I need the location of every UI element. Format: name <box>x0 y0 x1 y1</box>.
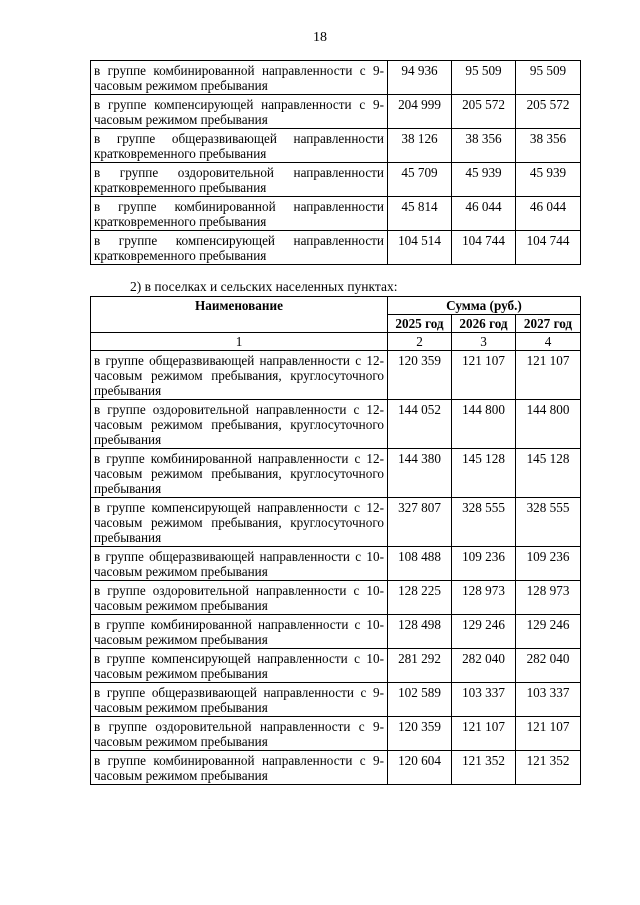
row-name: в группе компенсирующей направленности с 10-часовым режимом пребывания <box>91 649 388 683</box>
value-2027: 45 939 <box>516 163 581 197</box>
header-name: Наименование <box>91 297 388 333</box>
value-2026: 103 337 <box>452 683 516 717</box>
value-2026: 104 744 <box>452 231 516 265</box>
table-row <box>91 498 581 547</box>
value-2025: 144 380 <box>388 449 452 498</box>
value-2027: 95 509 <box>516 61 581 95</box>
value-2027: 282 040 <box>516 649 581 683</box>
value-2025: 45 709 <box>388 163 452 197</box>
row-name: в группе комбинированной направленности с 10-часовым режимом пребывания <box>91 615 388 649</box>
row-name: в группе оздоровительной направленности кратковременного пребывания <box>91 163 388 197</box>
value-2026: 121 107 <box>452 717 516 751</box>
value-2027: 103 337 <box>516 683 581 717</box>
table-row <box>91 400 581 449</box>
value-2026: 95 509 <box>452 61 516 95</box>
value-2027: 109 236 <box>516 547 581 581</box>
value-2027: 121 107 <box>516 351 581 400</box>
row-name: в группе комбинированной направленности с 12-часовым режимом пребывания, круглосуточного пребывания <box>91 449 388 498</box>
value-2027: 121 107 <box>516 717 581 751</box>
table-row <box>91 163 581 197</box>
value-2026: 109 236 <box>452 547 516 581</box>
value-2025: 204 999 <box>388 95 452 129</box>
table-row <box>91 547 581 581</box>
value-2027: 328 555 <box>516 498 581 547</box>
value-2027: 121 352 <box>516 751 581 785</box>
header-year-2026: 2026 год <box>452 315 516 333</box>
column-number: 4 <box>516 333 581 351</box>
value-2026: 38 356 <box>452 129 516 163</box>
table-row <box>91 231 581 265</box>
value-2025: 327 807 <box>388 498 452 547</box>
row-name: в группе общеразвивающей направленности с 12-часовым режимом пребывания, круглосуточного пребывания <box>91 351 388 400</box>
row-name: в группе общеразвивающей направленности с 9-часовым режимом пребывания <box>91 683 388 717</box>
cost-table-top <box>90 60 581 265</box>
page-number: 18 <box>313 30 327 45</box>
value-2027: 129 246 <box>516 615 581 649</box>
value-2026: 328 555 <box>452 498 516 547</box>
value-2026: 205 572 <box>452 95 516 129</box>
value-2026: 144 800 <box>452 400 516 449</box>
row-name: в группе компенсирующей направленности с 12-часовым режимом пребывания, круглосуточного пребывания <box>91 498 388 547</box>
row-name: в группе компенсирующей направленности кратковременного пребывания <box>91 231 388 265</box>
value-2027: 104 744 <box>516 231 581 265</box>
header-row <box>91 297 581 315</box>
value-2025: 120 359 <box>388 351 452 400</box>
value-2025: 120 359 <box>388 717 452 751</box>
row-name: в группе комбинированной направленности с 9-часовым режимом пребывания <box>91 61 388 95</box>
value-2026: 129 246 <box>452 615 516 649</box>
value-2026: 282 040 <box>452 649 516 683</box>
table-row <box>91 615 581 649</box>
table-row <box>91 581 581 615</box>
table-row <box>91 751 581 785</box>
value-2025: 45 814 <box>388 197 452 231</box>
value-2025: 128 225 <box>388 581 452 615</box>
table-row <box>91 197 581 231</box>
value-2025: 108 488 <box>388 547 452 581</box>
table-row <box>91 351 581 400</box>
value-2025: 104 514 <box>388 231 452 265</box>
value-2027: 145 128 <box>516 449 581 498</box>
table-row <box>91 683 581 717</box>
header-sum: Сумма (руб.) <box>388 297 581 315</box>
cost-table-bottom-body <box>91 351 581 785</box>
row-name: в группе оздоровительной направленности с 10-часовым режимом пребывания <box>91 581 388 615</box>
value-2025: 38 126 <box>388 129 452 163</box>
cost-table-top-body <box>91 61 581 265</box>
column-number-row <box>91 333 581 351</box>
section-caption: 2) в поселках и сельских населенных пунктах: <box>130 279 398 294</box>
value-2027: 144 800 <box>516 400 581 449</box>
column-number: 2 <box>388 333 452 351</box>
value-2027: 38 356 <box>516 129 581 163</box>
row-name: в группе общеразвивающей направленности кратковременного пребывания <box>91 129 388 163</box>
row-name: в группе комбинированной направленности кратковременного пребывания <box>91 197 388 231</box>
row-name: в группе компенсирующей направленности с 9-часовым режимом пребывания <box>91 95 388 129</box>
value-2027: 128 973 <box>516 581 581 615</box>
value-2027: 46 044 <box>516 197 581 231</box>
value-2026: 121 352 <box>452 751 516 785</box>
header-year-2027: 2027 год <box>516 315 581 333</box>
table-row <box>91 95 581 129</box>
value-2026: 128 973 <box>452 581 516 615</box>
table-row <box>91 449 581 498</box>
value-2025: 128 498 <box>388 615 452 649</box>
value-2026: 145 128 <box>452 449 516 498</box>
cost-table-bottom <box>90 296 581 785</box>
value-2025: 102 589 <box>388 683 452 717</box>
table-row <box>91 129 581 163</box>
header-year-2025: 2025 год <box>388 315 452 333</box>
value-2027: 205 572 <box>516 95 581 129</box>
value-2026: 121 107 <box>452 351 516 400</box>
value-2026: 45 939 <box>452 163 516 197</box>
value-2025: 94 936 <box>388 61 452 95</box>
value-2025: 281 292 <box>388 649 452 683</box>
value-2026: 46 044 <box>452 197 516 231</box>
table-row <box>91 717 581 751</box>
row-name: в группе оздоровительной направленности с 9-часовым режимом пребывания <box>91 717 388 751</box>
row-name: в группе оздоровительной направленности с 12-часовым режимом пребывания, круглосуточного пребывания <box>91 400 388 449</box>
value-2025: 120 604 <box>388 751 452 785</box>
row-name: в группе комбинированной направленности с 9-часовым режимом пребывания <box>91 751 388 785</box>
column-number: 3 <box>452 333 516 351</box>
value-2025: 144 052 <box>388 400 452 449</box>
table-row <box>91 61 581 95</box>
column-number: 1 <box>91 333 388 351</box>
row-name: в группе общеразвивающей направленности с 10-часовым режимом пребывания <box>91 547 388 581</box>
table-row <box>91 649 581 683</box>
